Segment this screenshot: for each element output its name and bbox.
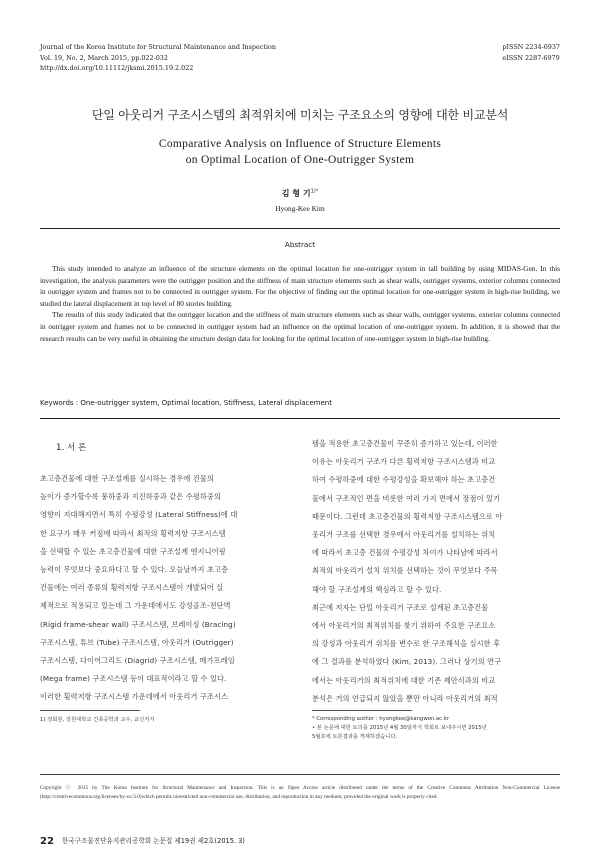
title-english — [0, 136, 600, 168]
body-right-line: 분석은 거의 언급되지 않았을 뿐만 아니라 아웃리거의 최적 — [312, 693, 498, 703]
keywords: Keywords : One-outrigger system, Optimal location, Stiffness, Lateral displacement — [40, 399, 332, 407]
abstract-title: Abstract — [284, 240, 316, 249]
body-right-line: 이유는 아웃리거 구조가 다른 횡력저항 구조시스템과 비교 — [312, 457, 496, 467]
copyright-notice: Copyright ⓒ 2015 by The Korea Institute for Structural Maintenance and Inspection. This is an Open Access article distributed under the terms of the Creative Commons Attribution Non-Commercial License (http://creativecommons.org/licenses/by-nc/3.0)which permits unrestricted non-commercial use, distribution, and reproduction in any medium, provided the original work is properly cited. — [40, 785, 560, 801]
body-right-line: 해야 할 구조설계의 핵심라고 할 수 있다. — [312, 584, 442, 594]
journal-volume: Vol. 19, No. 2, March 2015, pp.022-032 — [40, 53, 168, 62]
body-right-line: 의 강성과 아웃리거 위치를 변수로 한 구조해석을 실시한 후 — [312, 639, 501, 649]
body-left-line: 을 선택할 수 있는 초고층건물에 대한 구조설계 엔지니어링 — [40, 546, 226, 556]
title-english-line-1: Comparative Analysis on Influence of Structure Elements — [158, 138, 442, 150]
author-english: Hyong-Kee Kim — [275, 204, 325, 213]
body-right-line: 물에서 구조적인 면을 비롯한 여러 가지 면에서 장점이 있기 — [312, 493, 501, 503]
title-english-line-2: on Optimal Location of One-Outrigger System — [185, 154, 415, 166]
copyright-rule — [40, 774, 560, 775]
body-right-line: 템을 적용한 초고층건물이 꾸준히 증가하고 있는데, 이러한 — [312, 439, 498, 448]
body-left-line: 한 요구가 매우 커짐에 따라서 최적의 횡력저항 구조시스템 — [40, 528, 226, 538]
footnote-corresponding — [312, 715, 487, 742]
journal-header — [40, 42, 276, 74]
footnote-discussion-1: • 본 논문에 대한 토의를 2015년 4월 30일까지 학회로 보내주시면 2015년 — [312, 725, 487, 731]
page-number: 22 — [40, 836, 54, 847]
footnote-corresponding-author: * Corresponding author : hyongkee@kangwon.ac.kr — [312, 716, 450, 722]
body-left-line: 능력이 무엇보다 중요하다고 할 수 있다. 오늘날까지 초고층 — [40, 565, 229, 574]
abstract-paragraph-2: The results of this study indicated that the outrigger location and the stiffness of main structure elements such as shear walls, outrigger systems, exterior columns connected in outrigger system and frames not to be connected in outrigger system had an influence on the optimal location of one-outrigger system. In addition, it is showed that the research results can be very useful in obtaining the structure design data for looking for the optimal location of one-outrigger system in high-rise building. — [40, 310, 560, 343]
author-affiliation-mark: 1)* — [310, 188, 319, 195]
body-right-line: 최적의 아웃리거 설치 위치를 선택하는 것이 무엇보다 주목 — [312, 566, 498, 576]
body-left-line: 건물에는 여러 종류의 횡력저항 구조시스템이 개발되어 실 — [40, 583, 224, 593]
body-left-line: 구조시스템, 다이어그리드 (Diagrid) 구조시스템, 메가프레임 — [40, 656, 235, 665]
body-left-line: (Rigid frame-shear wall) 구조시스템, 브레이싱 (Bracing) — [40, 619, 236, 629]
footnote-rule-right — [312, 710, 412, 711]
footnote-affiliation: 1) 정회원, 강원대학교 건축공학과 교수, 교신저자 — [40, 717, 155, 723]
body-right-line: 에 그 결과를 분석하였다 (Kim, 2013). 그러나 상기의 연구 — [312, 657, 502, 667]
rule-top — [40, 228, 560, 229]
body-left-line: 제적으로 적용되고 있는데 그 가운데에서도 강성골조-전단벽 — [40, 601, 231, 611]
body-right-line: 에서는 아웃리거의 최적위치에 대한 기존 제안식과의 비교 — [312, 675, 496, 685]
footnote-rule-left — [40, 710, 140, 711]
body-left-line: (Mega frame) 구조시스템 등이 대표적이라고 할 수 있다. — [40, 674, 227, 684]
body-left-line: 초고층건물에 대한 구조설계를 실시하는 경우에 건물의 — [40, 474, 214, 483]
title-korean: 단일 아웃리거 구조시스템의 최적위치에 미치는 구조요소의 영향에 대한 비교분석 — [91, 108, 509, 122]
body-right-line: 하여 수평하중에 대한 수평강성을 확보해야 하는 초고층건 — [312, 475, 496, 485]
footer-journal: 한국구조물진단유지관리공학회 논문집 제19권 제2호(2015. 3) — [61, 837, 245, 845]
body-right-line: 최근에 저자는 단일 아웃리거 구조로 설계된 초고층건물 — [312, 602, 489, 612]
rule-bottom — [40, 418, 560, 419]
section-heading-introduction: 1. 서 론 — [56, 443, 87, 453]
journal-name: Journal of the Korea Institute for Structural Maintenance and Inspection — [40, 43, 276, 51]
journal-doi[interactable]: http://dx.doi.org/10.11112/jksmi.2015.19.2.022 — [40, 64, 194, 72]
pissn: pISSN 2234-6937 — [502, 43, 560, 51]
body-left-line: 구조시스템, 튜브 (Tube) 구조시스템, 아웃리거 (Outrigger) — [40, 637, 234, 647]
author-korean — [0, 188, 600, 199]
page-footer — [40, 835, 245, 847]
abstract-paragraph-1: This study intended to analyze an influence of the structure elements on the optimal location for one-outrigger system in tall building by using MIDAS-Gen. In this investigation, the analysis parameters were the outrigger position and the stiffness of main structure elements such as shear walls, outrigger systems, exterior columns connected in outrigger system and frames not to be connected in outrigger system. For the objective of finding out the optimal location for one-outrigger system in high-rise building, we studied the lateral displacement in top level of 80 stories building. — [40, 264, 560, 308]
body-right-line: 에서 아웃리거의 최적위치를 찾기 위하여 주요한 구조요소 — [312, 621, 496, 630]
eissn: eISSN 2287-6979 — [502, 53, 560, 62]
body-right-line: 에 따라서 초고층 건물의 수평강성 차이가 나타남에 따라서 — [312, 548, 498, 558]
issn-block — [502, 42, 560, 63]
body-right-line: 때문이다. 그런데 초고층건물의 횡력저항 구조시스템으로 아 — [312, 511, 503, 521]
body-left-line: 이러한 횡력저항 구조시스템 가운데에서 아웃리거 구조시스 — [40, 692, 229, 702]
body-left-line: 높이가 증가할수록 풍하중과 지진하중과 같은 수평하중의 — [40, 492, 221, 502]
abstract-body — [40, 263, 560, 344]
author-korean-name: 김 형 기 — [281, 189, 311, 198]
body-right-line: 웃리거 구조를 선택한 경우에서 아웃리거를 설치하는 위치 — [312, 530, 496, 539]
body-left-line: 영향이 지대해지면서 특히 수평강성 (Lateral Stiffness)에 대 — [40, 510, 238, 520]
footnote-discussion-2: 5월호에 토론결과를 게재하겠습니다. — [312, 734, 398, 740]
